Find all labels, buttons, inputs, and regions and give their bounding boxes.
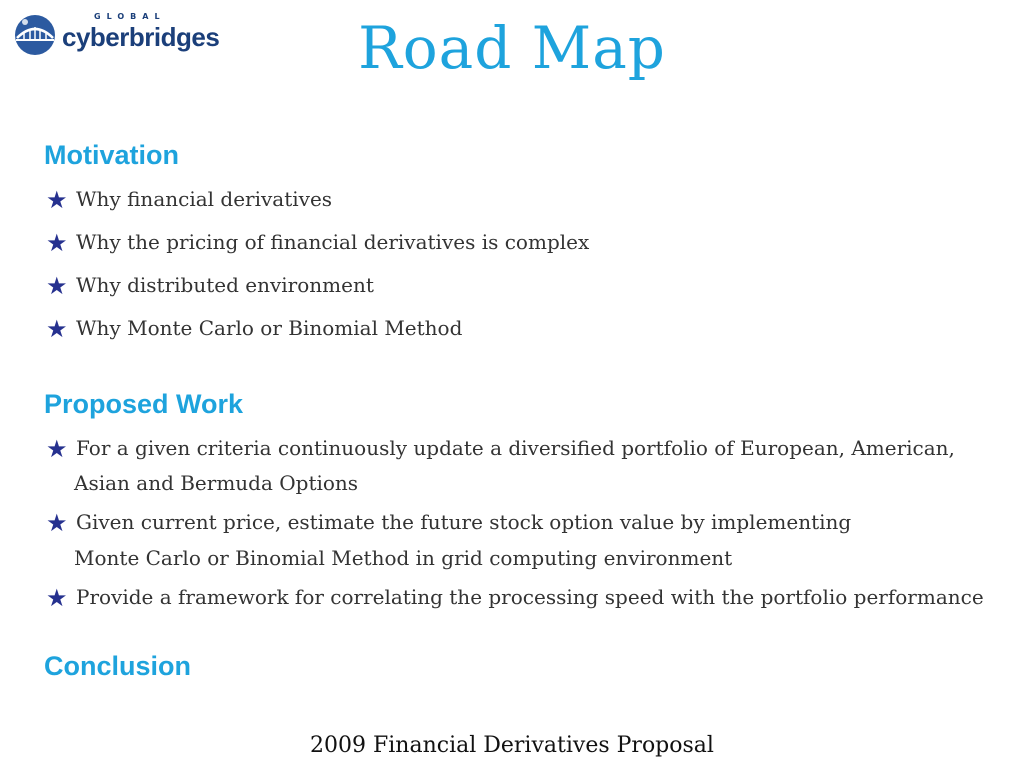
slide-footer: 2009 Financial Derivatives Proposal xyxy=(310,733,714,758)
star-icon: ★ xyxy=(46,272,68,300)
bullet-text: Why financial derivatives xyxy=(76,187,333,211)
bullet-text: Given current price, estimate the future stock option value by implementing xyxy=(76,510,852,534)
star-icon: ★ xyxy=(46,186,68,214)
bullet-text: Why distributed environment xyxy=(76,273,374,297)
bullet-text: For a given criteria continuously update a diversified portfolio of European, American, xyxy=(76,436,955,460)
bullet-text: Why Monte Carlo or Binomial Method xyxy=(76,316,463,340)
section-heading-motivation: Motivation xyxy=(44,140,179,170)
section-heading-conclusion: Conclusion xyxy=(44,651,191,681)
bullet-text: Provide a framework for correlating the processing speed with the portfolio performance xyxy=(76,585,984,609)
bullet-item xyxy=(46,509,851,537)
star-icon: ★ xyxy=(46,315,68,343)
logo-small-text: GLOBAL xyxy=(94,12,166,21)
bullet-item xyxy=(46,229,589,257)
slide-title: Road Map xyxy=(358,14,666,82)
star-icon: ★ xyxy=(46,229,68,257)
bullet-item xyxy=(46,272,374,300)
star-icon: ★ xyxy=(46,509,68,537)
bullet-text: Why the pricing of financial derivatives is complex xyxy=(76,230,590,254)
bullet-item xyxy=(46,186,332,214)
star-icon: ★ xyxy=(46,584,68,612)
bullet-continuation: Monte Carlo or Binomial Method in grid computing environment xyxy=(74,546,733,570)
bullet-item xyxy=(46,584,984,612)
bullet-continuation: Asian and Bermuda Options xyxy=(74,471,359,495)
section-heading-proposed-work: Proposed Work xyxy=(44,389,244,419)
bullet-item xyxy=(46,435,955,463)
star-icon: ★ xyxy=(46,435,68,463)
bullet-item xyxy=(46,315,462,343)
logo-wordmark: cyberbridges xyxy=(62,22,220,52)
